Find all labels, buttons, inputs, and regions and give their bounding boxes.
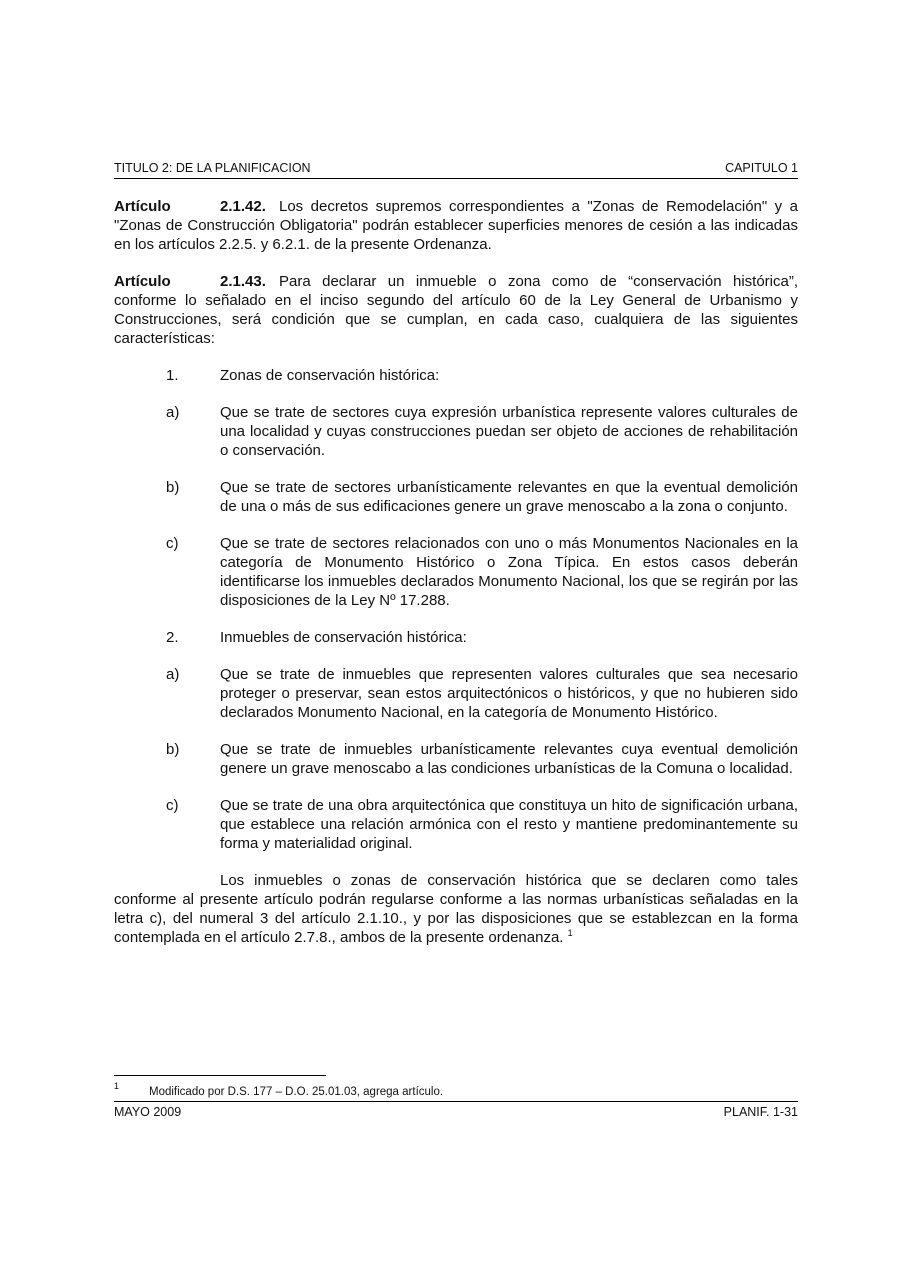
list-item bbox=[114, 478, 798, 516]
document-page bbox=[114, 0, 798, 1280]
closing-text: Los inmuebles o zonas de conservación histórica que se declaren como tales conforme al presente artículo podrán regularse conforme a las normas urbanísticas señaladas en la letra c), del numeral 3 del artículo 2.1.10., y por las disposiciones que se establezcan en la forma contemplada en el artículo 2.7.8., ambos de la presente ordenanza. bbox=[114, 872, 798, 946]
article-2-1-42 bbox=[114, 197, 798, 254]
list-item bbox=[114, 403, 798, 460]
article-2-1-43 bbox=[114, 272, 798, 348]
footnote-divider bbox=[114, 1075, 326, 1076]
list-item-label: 2. bbox=[166, 629, 179, 646]
list-item-label: b) bbox=[166, 741, 180, 758]
article-word: Artículo bbox=[114, 273, 171, 290]
article-word: Artículo bbox=[114, 198, 171, 215]
article-number: 2.1.43. bbox=[220, 273, 266, 290]
list-item-text: Que se trate de una obra arquitectónica que constituya un hito de significación urbana, que establece una relación armónica con el resto y mantiene predominantemente su forma y materialidad original. bbox=[220, 797, 798, 852]
list-item-label: c) bbox=[166, 797, 179, 814]
list-item-text: Que se trate de sectores relacionados con uno o más Monumentos Nacionales en la categoría de Monumento Histórico o Zona Típica. En estos casos deberán identificarse los inmuebles declarados Monumento Nacional, los que se regirán por las disposiciones de la Ley Nº 17.288. bbox=[220, 535, 798, 609]
list-item bbox=[114, 740, 798, 778]
header-chapter: CAPITULO 1 bbox=[725, 161, 798, 175]
header-title: TITULO 2: DE LA PLANIFICACION bbox=[114, 161, 311, 175]
list-item bbox=[114, 534, 798, 610]
footnote-reference[interactable]: 1 bbox=[567, 928, 573, 938]
list-item-label: c) bbox=[166, 535, 179, 552]
list-item-label: a) bbox=[166, 404, 180, 421]
footnote-mark: 1 bbox=[114, 1081, 120, 1091]
list-item-text: Que se trate de sectores urbanísticamente relevantes en que la eventual demolición de una o más de sus edificaciones genere un grave menoscabo a la zona o conjunto. bbox=[220, 479, 798, 515]
list-item-text: Que se trate de inmuebles que representen valores culturales que sea necesario proteger o preservar, sean estos arquitectónicos o históricos, y que no hubieren sido declarados Monumento Nacional, en la categoría de Monumento Histórico. bbox=[220, 666, 798, 721]
body-text bbox=[114, 197, 798, 947]
running-header bbox=[114, 160, 798, 179]
list-item-text: Que se trate de sectores cuya expresión urbanística represente valores culturales de una localidad y cuyas construcciones puedan ser objeto de acciones de rehabilitación o conservación. bbox=[220, 404, 798, 459]
footer-date: MAYO 2009 bbox=[114, 1105, 182, 1119]
list-item-text: Inmuebles de conservación histórica: bbox=[220, 629, 467, 646]
list-item-label: 1. bbox=[166, 367, 179, 384]
footnote-text: Modificado por D.S. 177 – D.O. 25.01.03, agrega artículo. bbox=[149, 1086, 444, 1098]
footnote bbox=[114, 1081, 798, 1099]
list-item-label: a) bbox=[166, 666, 180, 683]
list-item bbox=[114, 366, 798, 385]
article-number: 2.1.42. bbox=[220, 198, 266, 215]
list-item bbox=[114, 665, 798, 722]
list-item-label: b) bbox=[166, 479, 180, 496]
footer-page-number: PLANIF. 1-31 bbox=[723, 1105, 798, 1119]
list-item-text: Zonas de conservación histórica: bbox=[220, 367, 440, 384]
article-text: Los decretos supremos correspondientes a "Zonas de Remodelación" y a "Zonas de Construcción Obligatoria" podrán establecer superficies menores de cesión a las indicadas en los artículos 2.2.5. y 6.2.1. de la presente Ordenanza. bbox=[114, 198, 798, 253]
closing-paragraph bbox=[114, 871, 798, 947]
list-item-text: Que se trate de inmuebles urbanísticamente relevantes cuya eventual demolición genere un grave menoscabo a las condiciones urbanísticas de la Comuna o localidad. bbox=[220, 741, 798, 777]
list-item bbox=[114, 628, 798, 647]
list-item bbox=[114, 796, 798, 853]
article-text: Para declarar un inmueble o zona como de “conservación histórica”, conforme lo señalado en el inciso segundo del artículo 60 de la Ley General de Urbanismo y Construcciones, será condición que se cumplan, en cada caso, cualquiera de las siguientes características: bbox=[114, 273, 798, 347]
running-footer bbox=[114, 1101, 798, 1120]
